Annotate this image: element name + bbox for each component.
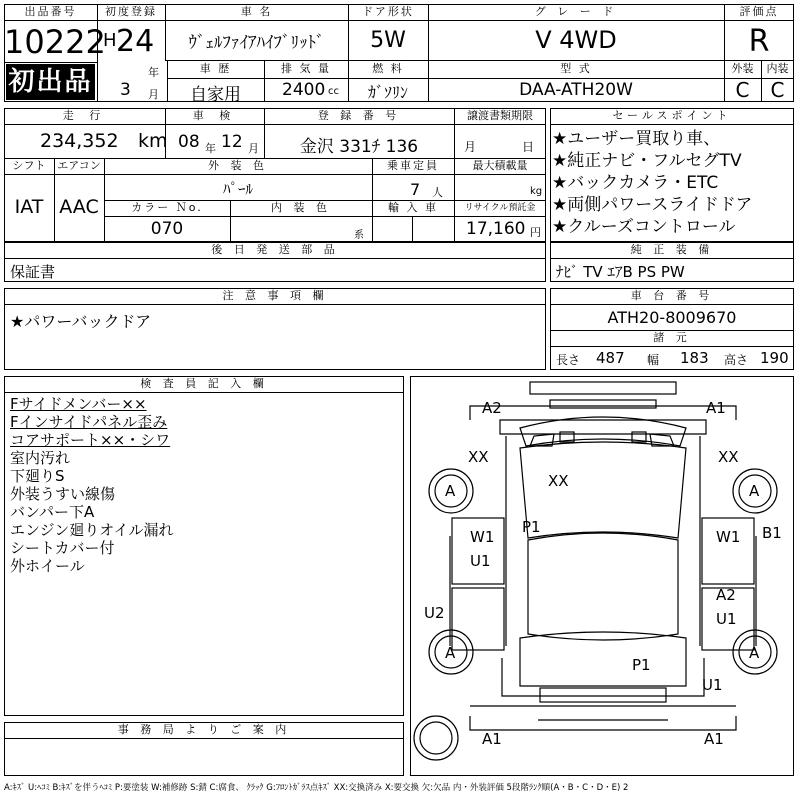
genuine-equipment-label: 純 正 装 備: [630, 243, 714, 256]
inspector-line-5: 下廻りS: [10, 467, 65, 485]
color-number: 070: [150, 219, 184, 239]
color: ﾊﾟｰﾙ: [222, 180, 253, 198]
displacement: 2400: [282, 80, 326, 100]
chassis-number: ATH20-8009670: [607, 308, 737, 327]
mark-a2-top-left: A2: [482, 399, 502, 417]
displacement-label: 排 気 量: [281, 62, 331, 75]
inspection-year: 08: [178, 132, 200, 152]
length-label: 長さ: [556, 353, 581, 367]
interior-grade: C: [770, 78, 785, 102]
transfer-deadline-label: 譲渡書類期限: [467, 109, 533, 122]
office-label: 事 務 局 よ り ご 案 内: [117, 723, 291, 736]
shift: IAT: [14, 196, 44, 218]
mileage: 234,352: [40, 130, 119, 152]
height: 190: [760, 349, 789, 367]
capacity: 7: [410, 180, 421, 199]
max-load-unit: kg: [530, 186, 543, 197]
first-listing-text: 初出品: [8, 67, 93, 97]
mark-a2-right: A2: [716, 586, 736, 604]
sales-points-label: セールスポイント: [612, 109, 732, 122]
inspector-line-4: 室内汚れ: [10, 449, 71, 467]
mark-w1-left: W1: [470, 528, 495, 546]
aircon-label: エアコン: [57, 159, 101, 172]
color-label: 外 装 色: [208, 159, 268, 172]
recycle-label: リサイクル預託金: [464, 203, 536, 213]
mark-a-wheel-rl: A: [445, 644, 456, 662]
mark-xx-right: XX: [718, 448, 739, 466]
mark-a1-top-right: A1: [706, 399, 726, 417]
era: H: [103, 30, 117, 51]
sales-point-2: ★純正ナビ・フルセグTV: [552, 151, 742, 171]
mark-w1-right: W1: [716, 528, 741, 546]
recycle-unit: 円: [530, 226, 541, 239]
notes-value: ★パワーバックドア: [10, 312, 152, 331]
plate-label: 登 録 番 号: [317, 109, 401, 122]
mark-a1-bottom-right: A1: [704, 730, 724, 748]
info-table: [4, 108, 546, 242]
fuel-label: 燃 料: [372, 62, 404, 75]
inspector-line-6: 外装うすい線傷: [10, 485, 116, 503]
car-diagram: [410, 376, 794, 776]
car-name-label: 車 名: [240, 5, 273, 18]
registration-month: 3: [120, 80, 131, 100]
recycle-fee: 17,160: [466, 219, 526, 239]
mark-p1-center: P1: [522, 518, 541, 536]
model-label: 型 式: [560, 62, 592, 75]
mark-xx-center: XX: [548, 472, 569, 490]
inspector-label: 検 査 員 記 入 欄: [140, 377, 268, 390]
year-unit: 年: [148, 66, 159, 79]
first-registration-label: 初度登録: [105, 5, 157, 18]
color-number-label: カラー Ｎo.: [131, 201, 203, 214]
inspector-line-2: Fインサイドパネル歪み: [10, 413, 168, 431]
chassis-label: 車 台 番 号: [630, 289, 714, 302]
later-parts-label: 後 日 発 送 部 品: [211, 243, 339, 256]
capacity-unit: 人: [432, 186, 443, 199]
sales-point-5: ★クルーズコントロール: [552, 217, 736, 237]
transfer-day-unit: 日: [522, 140, 535, 154]
exterior-label: 外装: [731, 62, 754, 75]
inspector-line-1: Fサイドメンバー××: [10, 395, 147, 413]
length: 487: [596, 349, 625, 367]
mark-xx-left: XX: [468, 448, 489, 466]
model: DAA-ATH20W: [519, 80, 633, 100]
legend: A:ｷｽﾞ U:ﾍｺﾐ B:ｷｽﾞを伴うﾍｺﾐ P:要塗装 W:補修跡 S:錆 C:腐食、 ｸﾗｯｸ G:ﾌﾛﾝﾄｶﾞﾗｽ点ｷｽﾞ XX:交換済み X:要交換 欠:欠品 内・外装評価 5段階ﾗﾝｸ順(A・B・C・D・E) 2: [4, 783, 629, 793]
inspection-label: 車 検: [192, 109, 237, 122]
height-label: 高さ: [724, 353, 749, 367]
door-type: 5W: [370, 28, 406, 53]
score-label: 評価点: [739, 5, 779, 18]
later-parts-value: 保証書: [10, 263, 56, 281]
mark-u1-rear: U1: [702, 676, 723, 694]
import-label: 輸 入 車: [388, 201, 438, 214]
notes-label: 注 意 事 項 欄: [222, 289, 328, 302]
transfer-month-unit: 月: [464, 140, 477, 154]
inspector-line-8: エンジン廻りオイル漏れ: [10, 521, 174, 539]
mileage-unit: km: [138, 130, 168, 152]
mark-u2-left: U2: [424, 604, 445, 622]
interior-color-unit: 系: [354, 230, 364, 241]
exterior-grade: C: [735, 78, 750, 102]
history-label: 車 歴: [199, 62, 232, 75]
car-name: ｳﾞｪﾙﾌｧｲｱﾊｲﾌﾞﾘｯﾄﾞ: [188, 33, 325, 53]
mark-u1-left: U1: [470, 552, 491, 570]
month-unit: 月: [148, 88, 159, 101]
mark-a1-bottom-left: A1: [482, 730, 502, 748]
mileage-label: 走 行: [62, 109, 107, 122]
capacity-label: 乗車定員: [387, 159, 439, 172]
width: 183: [680, 349, 709, 367]
interior-label: 内装: [766, 62, 789, 75]
mark-a-wheel-fl: A: [445, 482, 456, 500]
interior-color-label: 内 装 色: [271, 201, 331, 214]
aircon: AAC: [59, 196, 99, 218]
sales-point-1: ★ユーザー買取り車、: [552, 129, 721, 149]
lot-number-label: 出品番号: [24, 5, 77, 18]
inspector-line-9: シートカバー付: [10, 539, 115, 557]
history: 自家用: [190, 85, 241, 105]
mark-a-wheel-rr: A: [749, 644, 760, 662]
mark-u1-right: U1: [716, 610, 737, 628]
inspection-month-unit: 月: [248, 142, 259, 155]
inspector-line-3: コアサポート××・シワ: [10, 431, 171, 449]
width-label: 幅: [647, 353, 660, 367]
inspector-line-7: バンパー下A: [10, 503, 95, 521]
fuel: ｶﾞｿﾘﾝ: [367, 83, 408, 102]
sales-point-3: ★バックカメラ・ETC: [552, 173, 719, 193]
score: R: [748, 24, 770, 59]
door-label: ドア形状: [362, 5, 414, 18]
shift-label: シフト: [12, 159, 46, 172]
dimensions-label: 諸 元: [653, 331, 691, 344]
plate-number: 金沢 331ﾁ 136: [299, 137, 419, 157]
genuine-equipment-value: ﾅﾋﾞ TV ｴｱB PS PW: [556, 263, 685, 281]
inspector-line-10: 外ホイール: [10, 557, 85, 575]
lot-number: 10222: [4, 23, 106, 61]
inspection-month: 12: [221, 132, 243, 152]
mark-p1-rear: P1: [632, 656, 651, 674]
grade: V 4WD: [535, 26, 617, 54]
max-load-label: 最大積載量: [472, 159, 528, 172]
mark-a-wheel-fr: A: [749, 482, 760, 500]
grade-label: グ レ ー ド: [534, 5, 618, 18]
inspection-year-unit: 年: [205, 142, 216, 155]
mark-b1-right: B1: [762, 524, 782, 542]
registration-year: 24: [116, 24, 155, 59]
displacement-unit: cc: [328, 86, 339, 97]
sales-point-4: ★両側パワースライドドア: [552, 195, 753, 215]
